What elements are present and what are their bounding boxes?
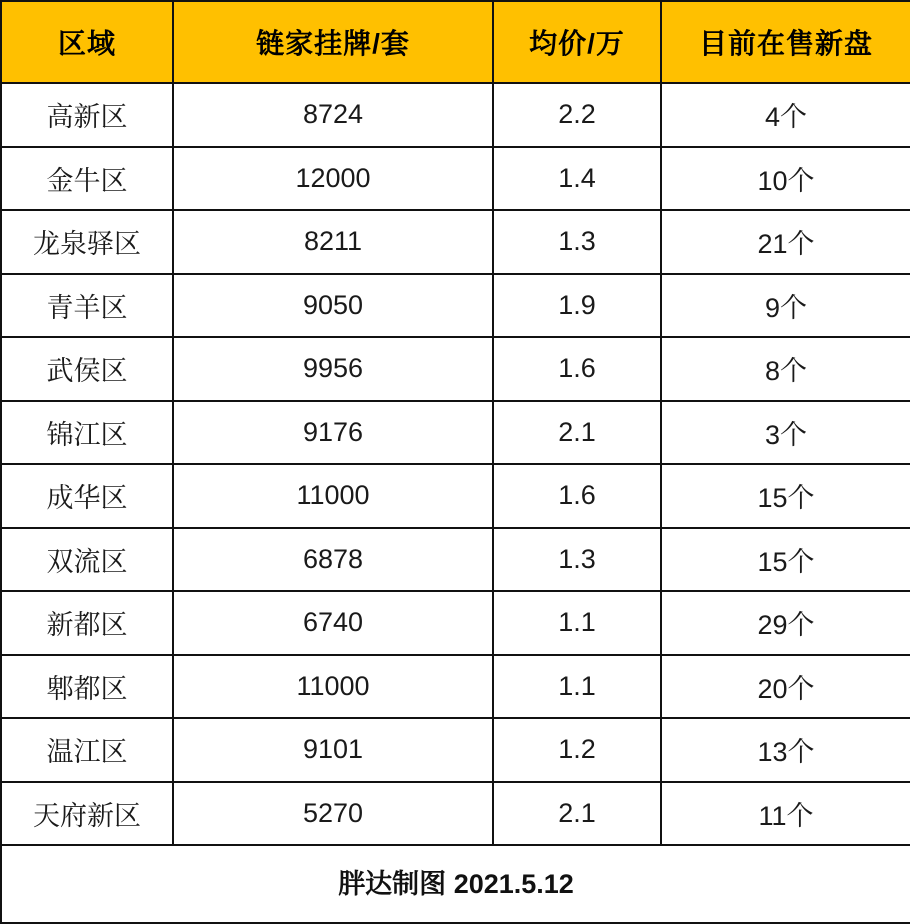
cell-listings: 12000 bbox=[173, 147, 493, 211]
cell-new-projects: 9个 bbox=[661, 274, 910, 338]
cell-avg-price: 1.4 bbox=[493, 147, 661, 211]
cell-new-projects: 20个 bbox=[661, 655, 910, 719]
cell-avg-price: 2.2 bbox=[493, 83, 661, 147]
cell-avg-price: 2.1 bbox=[493, 782, 661, 846]
table-footer bbox=[1, 845, 910, 923]
cell-listings: 9956 bbox=[173, 337, 493, 401]
cell-listings: 8724 bbox=[173, 83, 493, 147]
cell-avg-price: 1.6 bbox=[493, 464, 661, 528]
table-header bbox=[1, 1, 910, 83]
cell-avg-price: 1.1 bbox=[493, 655, 661, 719]
table-row bbox=[1, 274, 910, 338]
cell-avg-price: 1.3 bbox=[493, 210, 661, 274]
table-row bbox=[1, 591, 910, 655]
cell-avg-price: 1.2 bbox=[493, 718, 661, 782]
cell-region: 金牛区 bbox=[1, 147, 173, 211]
cell-listings: 11000 bbox=[173, 655, 493, 719]
table-row bbox=[1, 782, 910, 846]
cell-listings: 9050 bbox=[173, 274, 493, 338]
cell-region: 青羊区 bbox=[1, 274, 173, 338]
cell-region: 龙泉驿区 bbox=[1, 210, 173, 274]
cell-listings: 8211 bbox=[173, 210, 493, 274]
cell-region: 锦江区 bbox=[1, 401, 173, 465]
table-row bbox=[1, 147, 910, 211]
cell-avg-price: 1.3 bbox=[493, 528, 661, 592]
table-row bbox=[1, 464, 910, 528]
table-row bbox=[1, 528, 910, 592]
footnote-credit bbox=[1, 845, 910, 923]
table-row bbox=[1, 337, 910, 401]
cell-new-projects: 21个 bbox=[661, 210, 910, 274]
cell-region: 高新区 bbox=[1, 83, 173, 147]
column-header-avg-price: 均价/万 bbox=[493, 1, 661, 83]
table-row bbox=[1, 718, 910, 782]
cell-new-projects: 29个 bbox=[661, 591, 910, 655]
cell-new-projects: 13个 bbox=[661, 718, 910, 782]
cell-avg-price: 1.1 bbox=[493, 591, 661, 655]
table-row bbox=[1, 401, 910, 465]
cell-new-projects: 10个 bbox=[661, 147, 910, 211]
cell-region: 新都区 bbox=[1, 591, 173, 655]
cell-listings: 6740 bbox=[173, 591, 493, 655]
cell-region: 武侯区 bbox=[1, 337, 173, 401]
cell-new-projects: 3个 bbox=[661, 401, 910, 465]
cell-region: 成华区 bbox=[1, 464, 173, 528]
cell-listings: 11000 bbox=[173, 464, 493, 528]
cell-region: 天府新区 bbox=[1, 782, 173, 846]
cell-new-projects: 8个 bbox=[661, 337, 910, 401]
cell-region: 郫都区 bbox=[1, 655, 173, 719]
cell-avg-price: 1.9 bbox=[493, 274, 661, 338]
column-header-new-projects: 目前在售新盘 bbox=[661, 1, 910, 83]
footnote-text: 胖达制图 2021.5.12 bbox=[338, 868, 574, 899]
cell-listings: 6878 bbox=[173, 528, 493, 592]
table-header-row bbox=[1, 1, 910, 83]
cell-avg-price: 2.1 bbox=[493, 401, 661, 465]
table-row bbox=[1, 83, 910, 147]
cell-region: 双流区 bbox=[1, 528, 173, 592]
cell-listings: 5270 bbox=[173, 782, 493, 846]
table-row bbox=[1, 210, 910, 274]
cell-new-projects: 11个 bbox=[661, 782, 910, 846]
cell-listings: 9101 bbox=[173, 718, 493, 782]
table-row bbox=[1, 655, 910, 719]
table-footer-row bbox=[1, 845, 910, 923]
table-body bbox=[1, 83, 910, 845]
cell-region: 温江区 bbox=[1, 718, 173, 782]
cell-new-projects: 15个 bbox=[661, 528, 910, 592]
cell-listings: 9176 bbox=[173, 401, 493, 465]
column-header-region: 区域 bbox=[1, 1, 173, 83]
column-header-listings: 链家挂牌/套 bbox=[173, 1, 493, 83]
cell-avg-price: 1.6 bbox=[493, 337, 661, 401]
cell-new-projects: 4个 bbox=[661, 83, 910, 147]
cell-new-projects: 15个 bbox=[661, 464, 910, 528]
